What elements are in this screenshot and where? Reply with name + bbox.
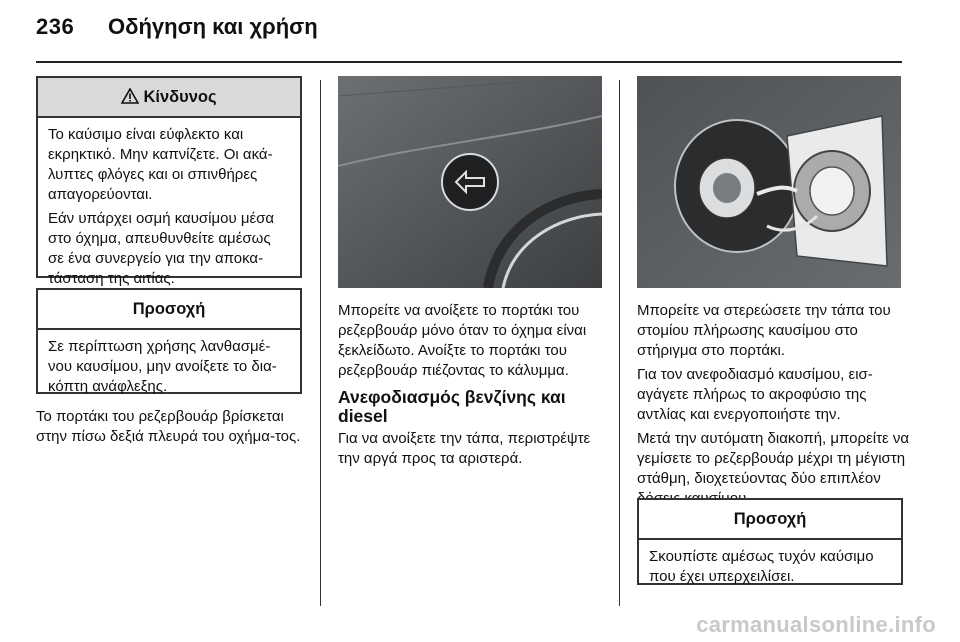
danger-box-body: [38, 118, 300, 299]
caution-box-1: [36, 288, 302, 394]
page-number: 236: [36, 14, 75, 39]
cap-holder-text: Μπορείτε να στερεώσετε την τάπα του στομίου πλήρωσης καυσίμου στο στήριγμα στο πορτάκι.: [637, 302, 891, 359]
danger-box-header: [38, 78, 300, 118]
header-rule: [36, 61, 902, 63]
caution-box-1-header: [38, 290, 300, 330]
fuel-cap-drawing: [637, 76, 901, 288]
danger-box: [36, 76, 302, 287]
caution-box-2-title: Προσοχή: [733, 510, 807, 528]
fuel-door-open-text: [338, 301, 608, 381]
warning-triangle-icon: [121, 88, 139, 104]
caution-box-2: [637, 498, 903, 585]
col3-text: [637, 301, 909, 509]
caution-box-2-text: Σκουπίστε αμέσως τυχόν καύσιμο που έχει υπερχειλίσει.: [649, 548, 874, 585]
col2-paragraph: Μπορείτε να ανοίξετε το πορτάκι του ρεζερβουάρ μόνο όταν το όχημα είναι ξεκλείδωτο. Ανοίξτε το πορτάκι του ρεζερβουάρ πιέζοντας το κάλυμμα.: [338, 302, 587, 379]
watermark: carmanualsonline.info: [696, 612, 936, 637]
danger-box-title: Κίνδυνος: [143, 88, 217, 106]
column-divider-left: [320, 80, 321, 606]
page-title: Οδήγηση και χρήση: [108, 14, 318, 39]
fuel-door-location-text: [36, 407, 306, 447]
caution-box-1-body: [38, 330, 300, 407]
fuel-door-illustration: [338, 76, 602, 288]
fuel-cap-illustration: [637, 76, 901, 288]
fill-level-text: Μετά την αυτόματη διακοπή, μπορείτε να γεμίσετε το ρεζερβουάρ μέχρι τη μέγιστη στάθμη, διοχετεύοντας δύο επιπλέον: [637, 430, 910, 487]
nozzle-text: Για τον ανεφοδιασμό καυσίμου, εισ-αγάγετε πλήρως το ακροφύσιο της αντλίας και ενεργοποιήστε την.: [637, 366, 873, 423]
col2-paragraph-2: Για να ανοίξετε την τάπα, περιστρέψτε την αργά προς τα αριστερά.: [338, 430, 591, 467]
caution-box-2-body: [639, 540, 901, 597]
danger-paragraph-2: Εάν υπάρχει οσμή καυσίμου μέσα στο όχημα, απευθυνθείτε αμέσως σε ένα συνεργείο για την αποκα-τάσταση της αιτίας.: [48, 210, 275, 287]
caution-box-2-header: [639, 500, 901, 540]
refuelling-heading: Ανεφοδιασμός βενζίνης και diesel: [338, 387, 566, 426]
col1-paragraph: Το πορτάκι του ρεζερβουάρ βρίσκεται στην πίσω δεξιά πλευρά του οχήμα-τος.: [36, 408, 301, 445]
caution-box-1-text: Σε περίπτωση χρήσης λανθασμέ-νου καυσίμου, μην ανοίξετε το δια-κόπτη ανάφλεξης.: [48, 338, 277, 395]
fuel-door-drawing: [338, 76, 602, 288]
cap-open-text: [338, 429, 608, 469]
danger-paragraph-1: Το καύσιμο είναι εύφλεκτο και εκρηκτικό. Μην καπνίζετε. Οι ακά-λυπτες φλόγες και οι σπινθήρες απαγορεύονται.: [48, 126, 273, 203]
caution-box-1-title: Προσοχή: [132, 300, 206, 318]
column-divider-right: [619, 80, 620, 606]
